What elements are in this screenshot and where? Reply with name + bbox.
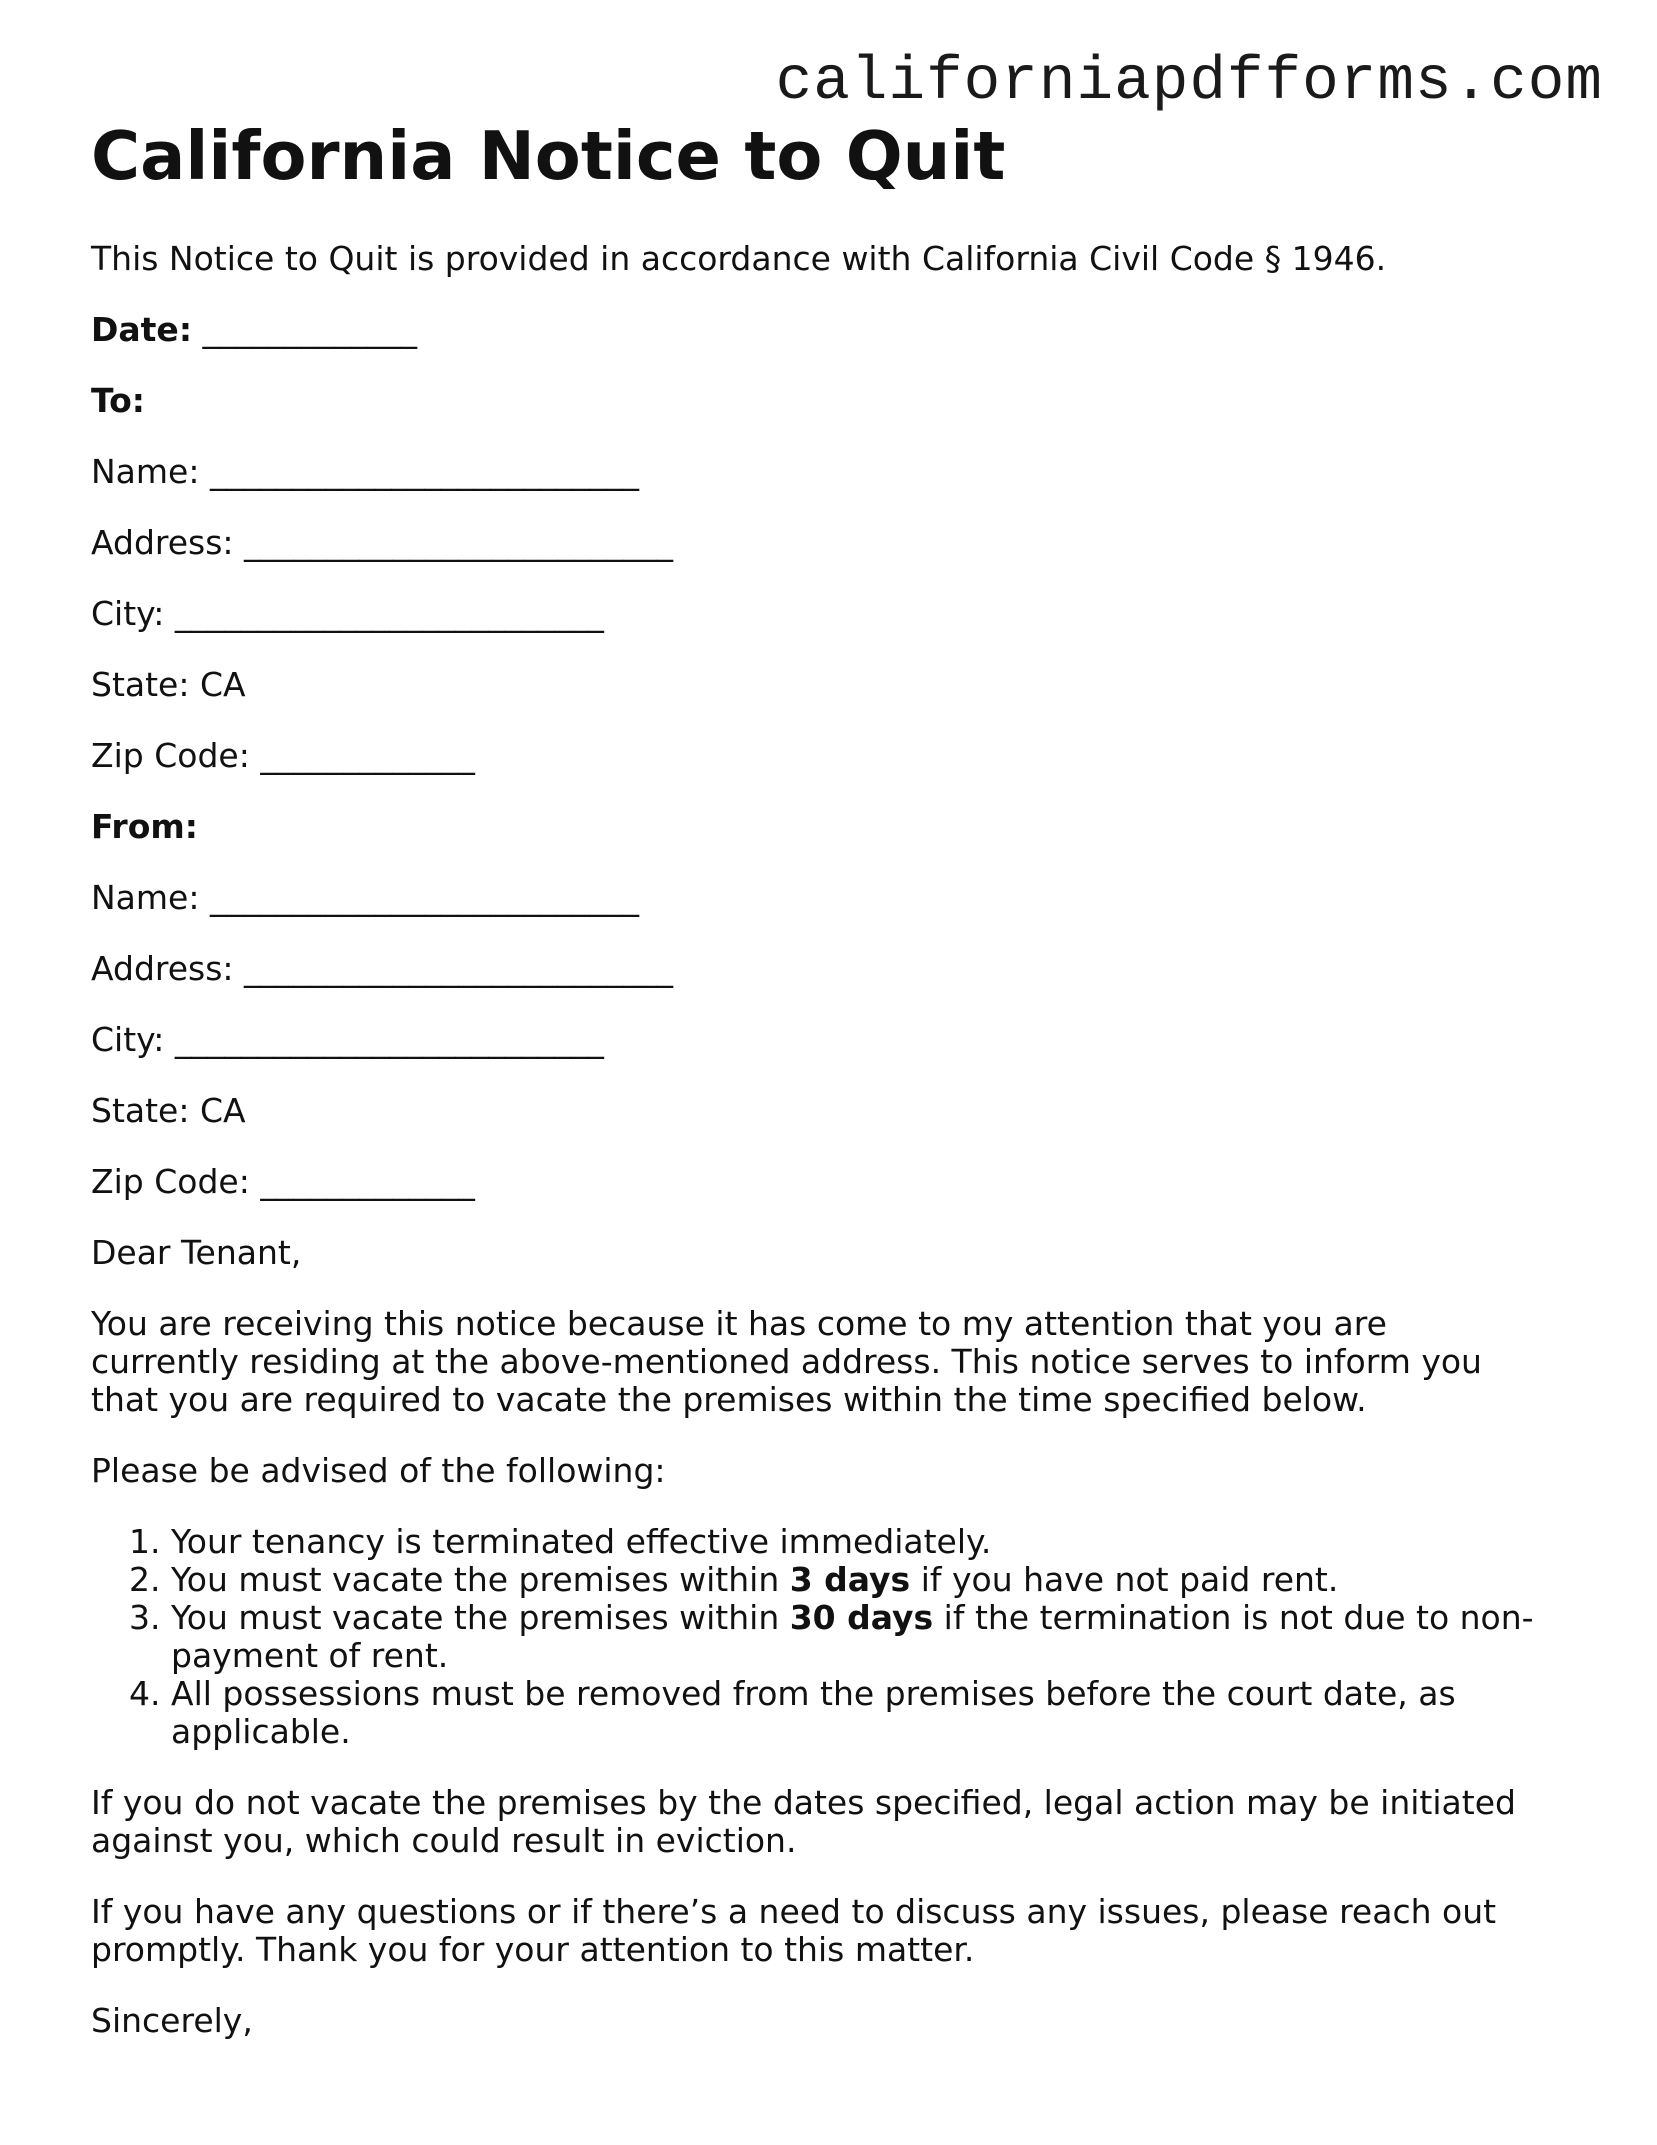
to-address-field[interactable] xyxy=(91,524,1561,562)
list-item: 1. Your tenancy is terminated effective immediately. xyxy=(171,1523,1561,1561)
from-name-label: Name: xyxy=(91,878,200,917)
from-city-blank[interactable]: __________________________ xyxy=(174,1020,604,1059)
to-name-field[interactable] xyxy=(91,453,1561,491)
from-address-blank[interactable]: __________________________ xyxy=(244,949,674,988)
body-paragraph-2: If you do not vacate the premises by the dates specified, legal action may be initiated against you, which could result in eviction. xyxy=(91,1783,1516,1860)
date-blank[interactable]: _____________ xyxy=(202,310,418,349)
document-body xyxy=(91,116,1561,2073)
from-address-field[interactable] xyxy=(91,950,1561,988)
to-zip-blank[interactable]: _____________ xyxy=(260,736,475,775)
salutation: Dear Tenant, xyxy=(91,1233,302,1272)
from-name-field[interactable] xyxy=(91,879,1561,917)
to-zip-label: Zip Code: xyxy=(91,736,250,775)
list-item: 3. You must vacate the premises within 30 days if the termination is not due to non-payment of rent. xyxy=(171,1599,1561,1675)
from-city-label: City: xyxy=(91,1020,165,1059)
to-heading: To: xyxy=(91,381,145,420)
closing: Sincerely, xyxy=(91,2001,253,2040)
terms-list xyxy=(91,1523,1561,1751)
from-heading: From: xyxy=(91,807,198,846)
list-item: 2. You must vacate the premises within 3 days if you have not paid rent. xyxy=(171,1561,1561,1599)
advised-text: Please be advised of the following: xyxy=(91,1451,666,1490)
from-state: State: CA xyxy=(91,1091,246,1130)
to-state: State: CA xyxy=(91,665,246,704)
from-zip-field[interactable] xyxy=(91,1163,1561,1201)
page-title: California Notice to Quit xyxy=(91,117,1006,195)
to-zip-field[interactable] xyxy=(91,737,1561,775)
from-zip-label: Zip Code: xyxy=(91,1162,250,1201)
from-city-field[interactable] xyxy=(91,1021,1561,1059)
to-city-label: City: xyxy=(91,594,165,633)
date-label: Date: xyxy=(91,310,193,349)
date-field[interactable] xyxy=(91,311,1561,349)
body-paragraph-1: You are receiving this notice because it has come to my attention that you are currently residing at the above-mentioned address. This notice serves to inform you that you are required to vacate the premises within the time specified below. xyxy=(91,1304,1482,1419)
to-name-blank[interactable]: __________________________ xyxy=(209,452,639,491)
from-address-label: Address: xyxy=(91,949,234,988)
list-item: 4. All possessions must be removed from the premises before the court date, as applicable. xyxy=(171,1675,1561,1751)
to-city-blank[interactable]: __________________________ xyxy=(174,594,604,633)
to-city-field[interactable] xyxy=(91,595,1561,633)
to-name-label: Name: xyxy=(91,452,200,491)
intro-text: This Notice to Quit is provided in accordance with California Civil Code § 1946. xyxy=(91,239,1387,278)
to-address-label: Address: xyxy=(91,523,234,562)
from-name-blank[interactable]: __________________________ xyxy=(209,878,639,917)
watermark: californiapdfforms.com xyxy=(775,48,1603,117)
from-zip-blank[interactable]: _____________ xyxy=(260,1162,475,1201)
body-paragraph-3: If you have any questions or if there’s a need to discuss any issues, please reach out promptly. Thank you for your attention to this matter. xyxy=(91,1892,1497,1969)
to-address-blank[interactable]: __________________________ xyxy=(244,523,674,562)
